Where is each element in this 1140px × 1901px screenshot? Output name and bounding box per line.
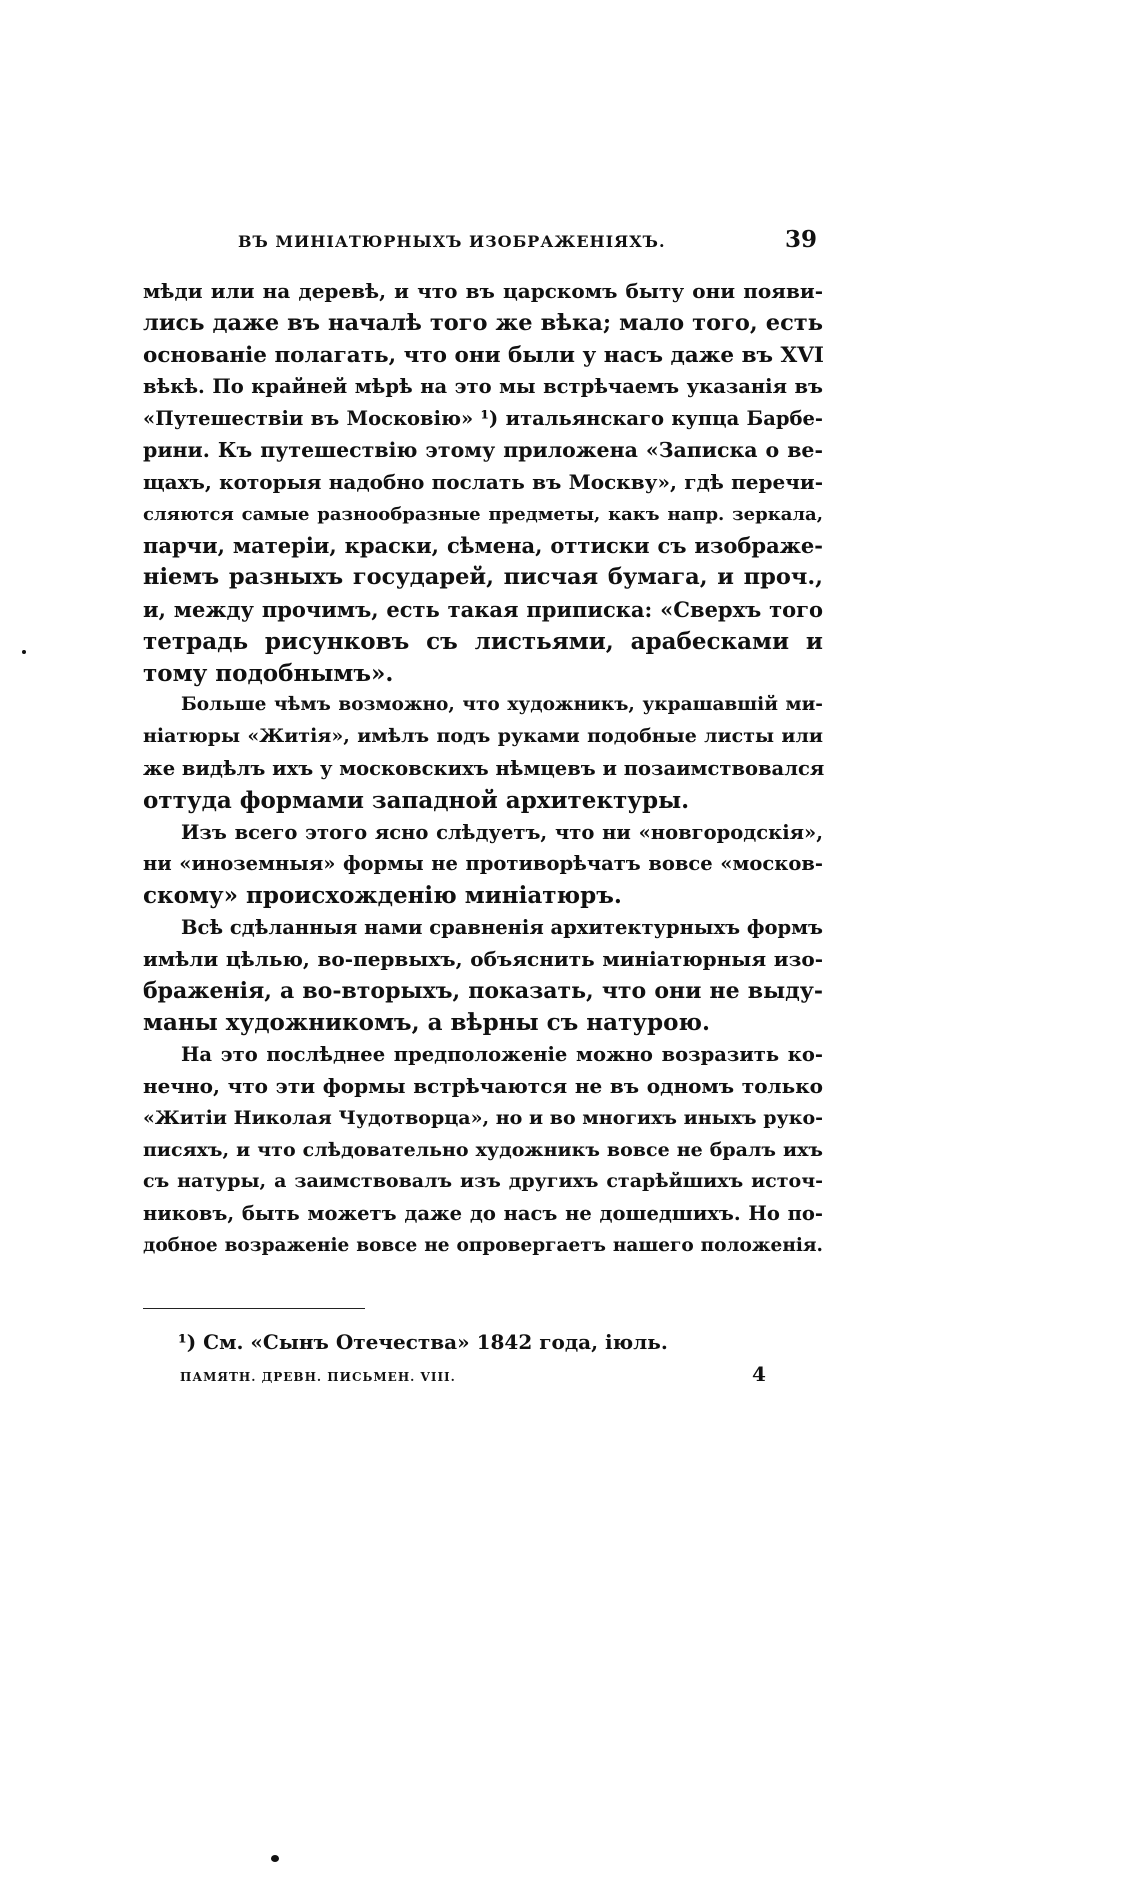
text-line: нечно, что эти формы встрѣчаются не въ одномъ только <box>143 1073 823 1098</box>
body-text <box>143 276 823 1262</box>
running-title: ВЪ МИНІАТЮРНЫХЪ ИЗОБРАЖЕНІЯХЪ. <box>238 232 666 251</box>
text-line: рини. Къ путешествію этому приложена «Записка о ве- <box>143 437 823 462</box>
text-line: ни «иноземныя» формы не противорѣчатъ вовсе «москов- <box>143 852 823 876</box>
text-line: основаніе полагать, что они были у насъ даже въ XVI <box>143 342 824 368</box>
text-line: никовъ, быть можетъ даже до насъ не дошедшихъ. Но по- <box>143 1202 823 1226</box>
text-line: Больше чѣмъ возможно, что художникъ, украшавшій ми- <box>181 694 823 716</box>
text-line: тому подобнымъ». <box>143 659 394 687</box>
text-line: Всѣ сдѣланныя нами сравненія архитектурныхъ формъ <box>181 915 823 939</box>
page-number: 39 <box>784 226 817 253</box>
footnote: ¹) См. «Сынъ Отечества» 1842 года, іюль. <box>178 1330 668 1354</box>
text-line: лись даже въ началѣ того же вѣка; мало того, есть <box>143 309 823 336</box>
footnote-divider <box>143 1308 365 1309</box>
text-line: На это послѣднее предположеніе можно возразить ко- <box>181 1043 823 1067</box>
text-line: же видѣлъ ихъ у московскихъ нѣмцевъ и позаимствовался <box>143 756 825 780</box>
ink-speck <box>271 1855 279 1862</box>
text-line: съ натуры, а заимствовалъ изъ другихъ старѣйшихъ источ- <box>143 1170 823 1193</box>
text-line: сляются самые разнообразные предметы, какъ напр. зеркала, <box>143 503 823 525</box>
text-line: «Житіи Николая Чудотворца», но и во многихъ иныхъ руко- <box>143 1106 823 1129</box>
printer-signature: ПАМЯТН. ДРЕВН. ПИСЬМЕН. VIII. <box>180 1370 456 1384</box>
text-line: маны художникомъ, а вѣрны съ натурою. <box>143 1009 711 1037</box>
text-line: парчи, матеріи, краски, сѣмена, оттиски съ изображе- <box>143 533 823 559</box>
text-line: Изъ всего этого ясно слѣдуетъ, что ни «новгородскія», <box>181 820 823 844</box>
page-header <box>143 226 823 256</box>
text-line: скому» происхожденію миніатюръ. <box>143 882 622 910</box>
text-line: ніемъ разныхъ государей, писчая бумага, и проч., <box>143 564 823 591</box>
text-line: браженія, а во-вторыхъ, показать, что они не выду- <box>143 977 823 1004</box>
text-line: вѣкѣ. По крайней мѣрѣ на это мы встрѣчаемъ указанія въ <box>143 375 823 399</box>
text-line: имѣли цѣлью, во-первыхъ, объяснить миніатюрныя изо- <box>143 946 823 971</box>
text-line: щахъ, которыя надобно послать въ Москву», гдѣ перечи- <box>143 469 823 494</box>
text-line: и, между прочимъ, есть такая приписка: «Сверхъ того <box>143 596 823 622</box>
text-line: мѣди или на деревѣ, и что въ царскомъ быту они появи- <box>143 279 823 303</box>
sheet-number: 4 <box>752 1362 766 1386</box>
ink-speck <box>22 650 26 654</box>
text-line: тетрадь рисунковъ съ листьями, арабесками и <box>143 627 823 655</box>
text-line: ніатюры «Житія», имѣлъ подъ руками подобные листы или <box>143 725 823 748</box>
text-line: оттуда формами западной архитектуры. <box>143 786 690 814</box>
text-line: «Путешествіи въ Московію» ¹) итальянскаго купца Барбе- <box>143 407 823 431</box>
text-line: писяхъ, и что слѣдовательно художникъ вовсе не бралъ ихъ <box>143 1138 823 1161</box>
text-line: добное возраженіе вовсе не опровергаетъ нашего положенія. <box>143 1234 823 1256</box>
